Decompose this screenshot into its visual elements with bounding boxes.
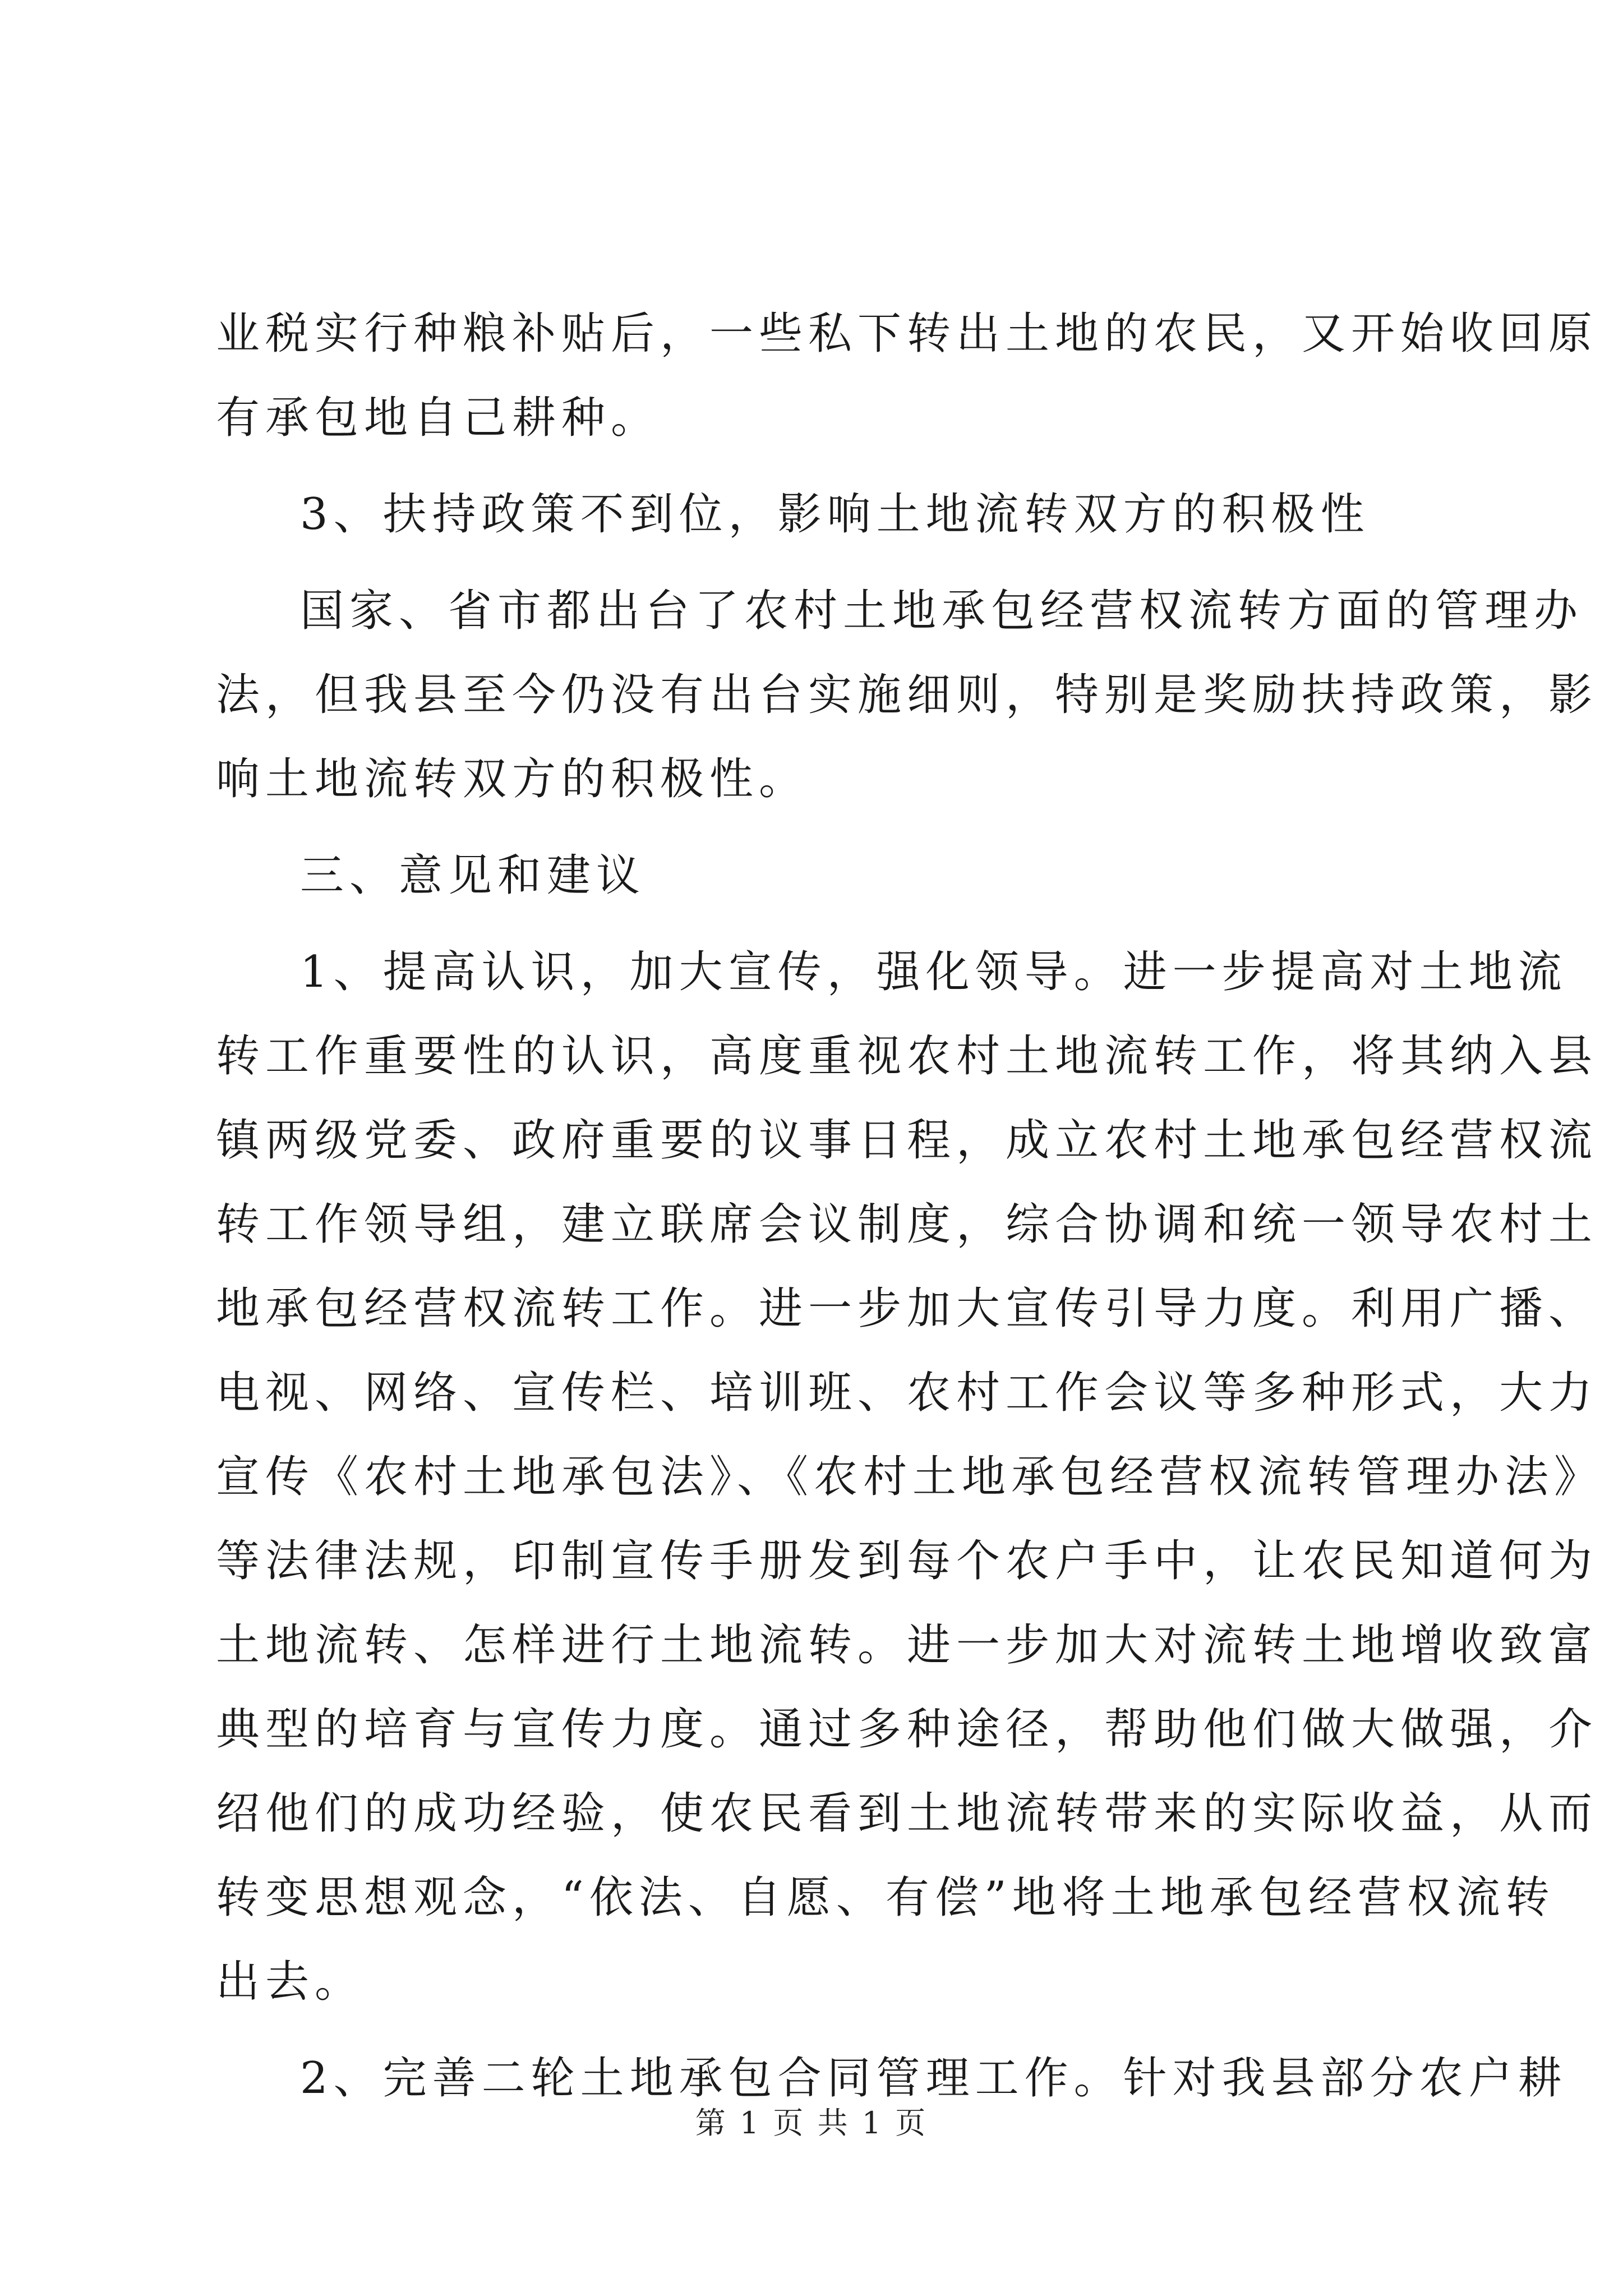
text-line: 响土地流转双方的积极性。	[216, 754, 809, 804]
text-line: 宣传《农村土地承包法》、《农村土地承包经营权流转管理办法》	[216, 1452, 1604, 1502]
text-line: 有承包地自己耕种。	[216, 393, 661, 443]
text-line: 转工作领导组，建立联席会议制度，综合协调和统一领导农村土	[216, 1199, 1598, 1250]
text-line: 转变思想观念，“依法、自愿、有偿”地将土地承包经营权流转	[216, 1872, 1555, 1923]
text-line: 转工作重要性的认识，高度重视农村土地流转工作，将其纳入县	[216, 1031, 1598, 1082]
text-line: 等法律法规，印制宣传手册发到每个农户手中，让农民知道何为	[216, 1536, 1598, 1586]
text-line: 业税实行种粮补贴后，一些私下转出土地的农民，又开始收回原	[216, 309, 1598, 359]
text-line: 法，但我县至今仍没有出台实施细则，特别是奖励扶持政策，影	[216, 670, 1598, 720]
text-line: 出去。	[216, 1957, 365, 2007]
text-line: 国家、省市都出台了农村土地承包经营权流转方面的管理办	[300, 586, 1584, 636]
page-footer: 第 1 页 共 1 页	[695, 2105, 928, 2141]
text-line: 1、提高认识，加大宣传，强化领导。进一步提高对土地流	[300, 947, 1567, 997]
text-line: 绍他们的成功经验，使农民看到土地流转带来的实际收益，从而	[216, 1788, 1598, 1839]
text-line: 地承包经营权流转工作。进一步加大宣传引导力度。利用广播、	[216, 1283, 1598, 1334]
text-line: 2、完善二轮土地承包合同管理工作。针对我县部分农户耕	[300, 2053, 1567, 2104]
section-heading: 3、扶持政策不到位，影响土地流转双方的积极性	[300, 489, 1370, 540]
text-line: 镇两级党委、政府重要的议事日程，成立农村土地承包经营权流	[216, 1115, 1598, 1166]
text-line: 土地流转、怎样进行土地流转。进一步加大对流转土地增收致富	[216, 1620, 1598, 1671]
section-heading: 三、意见和建议	[300, 850, 646, 901]
text-line: 典型的培育与宣传力度。通过多种途径，帮助他们做大做强，介	[216, 1704, 1598, 1755]
text-line: 电视、网络、宣传栏、培训班、农村工作会议等多种形式，大力	[216, 1368, 1598, 1418]
document-body	[216, 292, 1604, 2120]
